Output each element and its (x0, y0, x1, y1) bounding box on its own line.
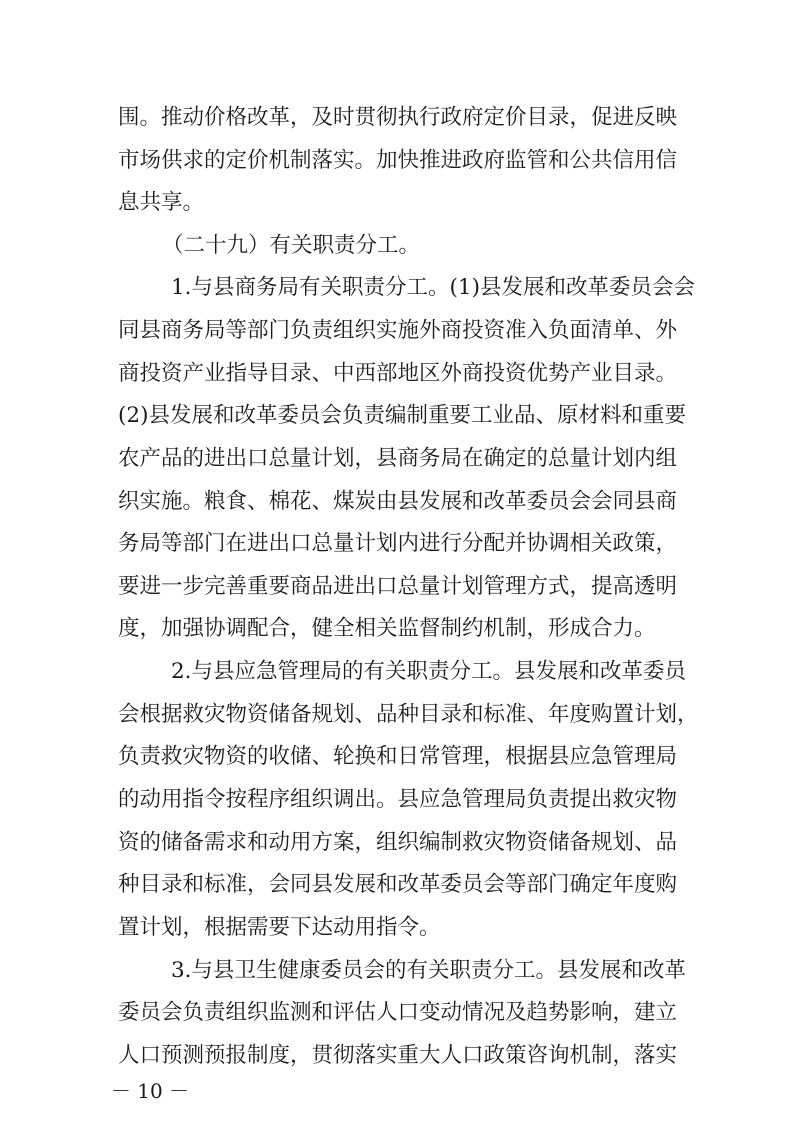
text-line: 种目录和标准，会同县发展和改革委员会等部门确定年度购 (118, 872, 678, 897)
text-line: 市场供求的定价机制落实。加快推进政府监管和公共信用信 (118, 148, 678, 173)
text-line: 1.与县商务局有关职责分工。(1)县发展和改革委员会会 (171, 275, 695, 300)
text-line: 资的储备需求和动用方案，组织编制救灾物资储备规划、品 (118, 830, 678, 855)
text-line: 要进一步完善重要商品进出口总量计划管理方式，提高透明 (118, 574, 678, 599)
text-line: 务局等部门在进出口总量计划内进行分配并协调相关政策， (118, 531, 678, 556)
text-line: 织实施。粮食、棉花、煤炭由县发展和改革委员会会同县商 (118, 489, 678, 514)
text-line: 的动用指令按程序组织调出。县应急管理局负责提出救灾物 (118, 787, 678, 812)
text-line: 会根据救灾物资储备规划、品种目录和标准、年度购置计划， (118, 702, 699, 727)
text-line: 人口预测预报制度，贯彻落实重大人口政策咨询机制，落实 (118, 1043, 678, 1068)
text-line: 委员会负责组织监测和评估人口变动情况及趋势影响，建立 (118, 1000, 678, 1025)
text-line: 3.与县卫生健康委员会的有关职责分工。县发展和改革 (171, 958, 687, 983)
text-line: 农产品的进出口总量计划，县商务局在确定的总量计划内组 (118, 446, 678, 471)
text-line: 围。推动价格改革，及时贯彻执行政府定价目录，促进反映 (118, 105, 678, 130)
page-number: － 10 － (110, 1079, 190, 1103)
text-line: 度，加强协调配合，健全相关监督制约机制，形成合力。 (118, 616, 656, 641)
text-line: 商投资产业指导目录、中西部地区外商投资优势产业目录。 (118, 361, 678, 386)
text-line: 置计划，根据需要下达动用指令。 (118, 915, 441, 940)
text-line: 同县商务局等部门负责组织实施外商投资准入负面清单、外 (118, 318, 678, 343)
section-heading: （二十九）有关职责分工。 (162, 233, 421, 258)
text-line: 2.与县应急管理局的有关职责分工。县发展和改革委员 (171, 659, 687, 684)
text-line: 负责救灾物资的收储、轮换和日常管理，根据县应急管理局 (118, 744, 678, 769)
text-line: 息共享。 (118, 190, 205, 215)
text-line: (2)县发展和改革委员会负责编制重要工业品、原材料和重要 (118, 403, 686, 428)
